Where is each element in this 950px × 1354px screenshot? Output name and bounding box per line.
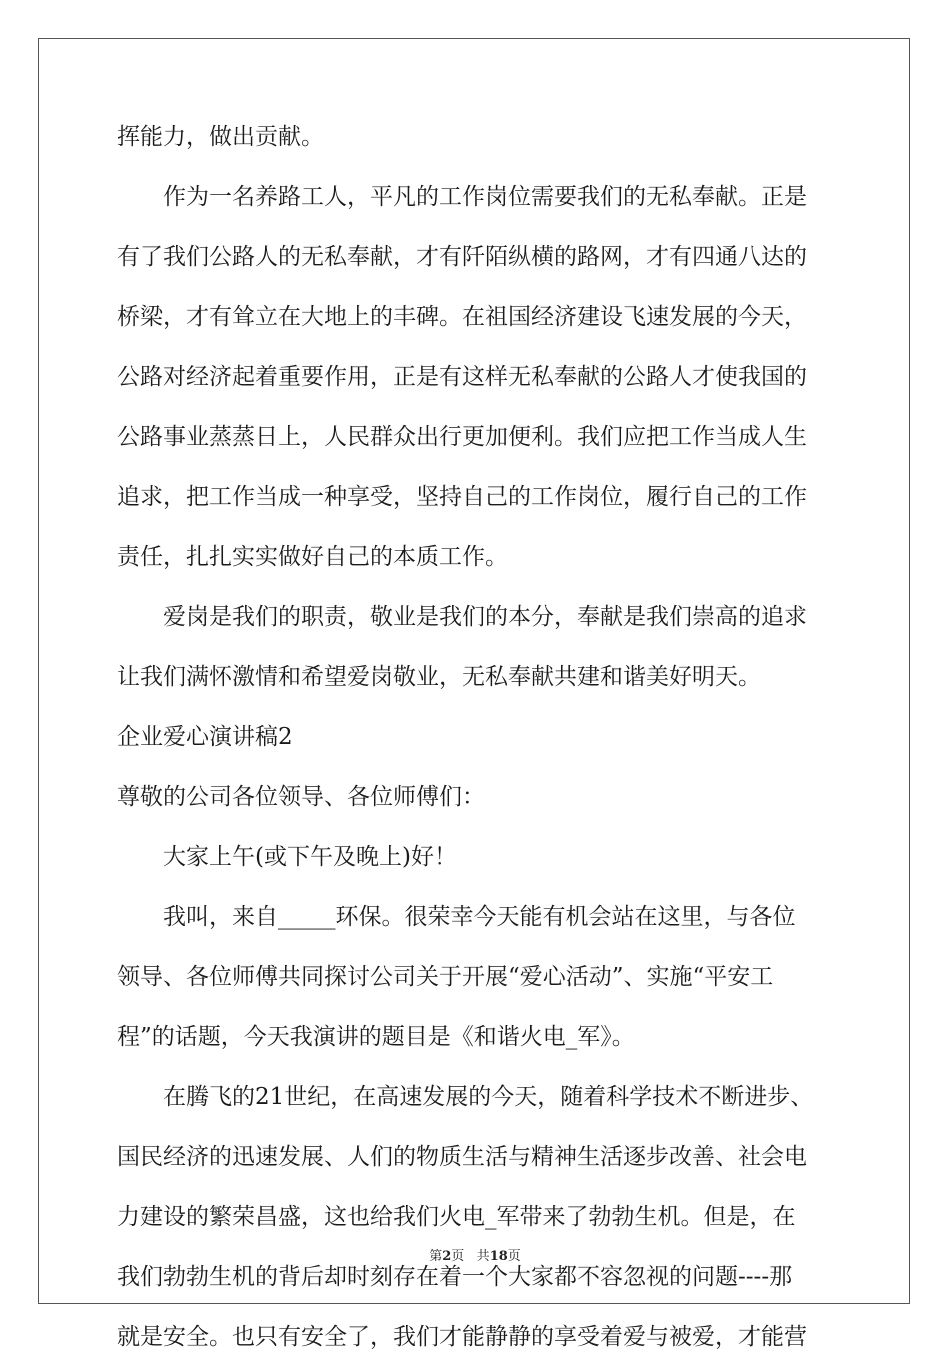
- text-line: 让我们满怀激情和希望爱岗敬业，无私奉献共建和谐美好明天。: [117, 664, 761, 690]
- text-line: 大家上午(或下午及晚上)好！: [117, 844, 457, 870]
- footer-page-suffix: 页: [451, 1249, 465, 1264]
- text-line: 有了我们公路人的无私奉献，才有阡陌纵横的路网，才有四通八达的: [117, 244, 807, 270]
- text-line: 领导、各位师傅共同探讨公司关于开展“爱心活动”、实施“平安工: [117, 964, 774, 990]
- text-line: 就是安全。也只有安全了，我们才能静静的享受着爱与被爱，才能营: [117, 1324, 807, 1350]
- text-line: 程”的话题，今天我演讲的题目是《和谐火电_军》。: [117, 1024, 635, 1050]
- text-line: 挥能力，做出贡献。: [117, 124, 324, 150]
- section-heading: 企业爱心演讲稿2: [117, 724, 293, 750]
- text-line: 在腾飞的21世纪，在高速发展的今天，随着科学技术不断进步、: [117, 1084, 814, 1110]
- footer-prefix: 第: [429, 1249, 443, 1264]
- text-line: 公路对经济起着重要作用，正是有这样无私奉献的公路人才使我国的: [117, 364, 807, 390]
- total-page-count: 18: [489, 1249, 508, 1264]
- text-line: 作为一名养路工人，平凡的工作岗位需要我们的无私奉献。正是: [117, 184, 807, 210]
- text-line: 我叫，来自_____环保。很荣幸今天能有机会站在这里，与各位: [117, 904, 796, 930]
- salutation: 尊敬的公司各位领导、各位师傅们：: [117, 784, 485, 810]
- text-line: 力建设的繁荣昌盛，这也给我们火电_军带来了勃勃生机。但是，在: [117, 1204, 796, 1230]
- text-line: 国民经济的迅速发展、人们的物质生活与精神生活逐步改善、社会电: [117, 1144, 807, 1170]
- current-page-number: 2: [442, 1249, 452, 1264]
- text-line: 爱岗是我们的职责，敬业是我们的本分，奉献是我们崇高的追求: [117, 604, 807, 630]
- footer-total-suffix: 页: [507, 1249, 521, 1264]
- page-footer: [0, 1245, 950, 1264]
- text-line: 我们勃勃生机的背后却时刻存在着一个大家都不容忽视的问题----那: [117, 1264, 793, 1290]
- footer-total-prefix: 共: [476, 1249, 490, 1264]
- text-line: 桥梁，才有耸立在大地上的丰碑。在祖国经济建设飞速发展的今天，: [117, 304, 807, 330]
- text-line: 追求，把工作当成一种享受，坚持自己的工作岗位，履行自己的工作: [117, 484, 807, 510]
- text-line: 责任，扎扎实实做好自己的本质工作。: [117, 544, 508, 570]
- text-line: 公路事业蒸蒸日上，人民群众出行更加便利。我们应把工作当成人生: [117, 424, 807, 450]
